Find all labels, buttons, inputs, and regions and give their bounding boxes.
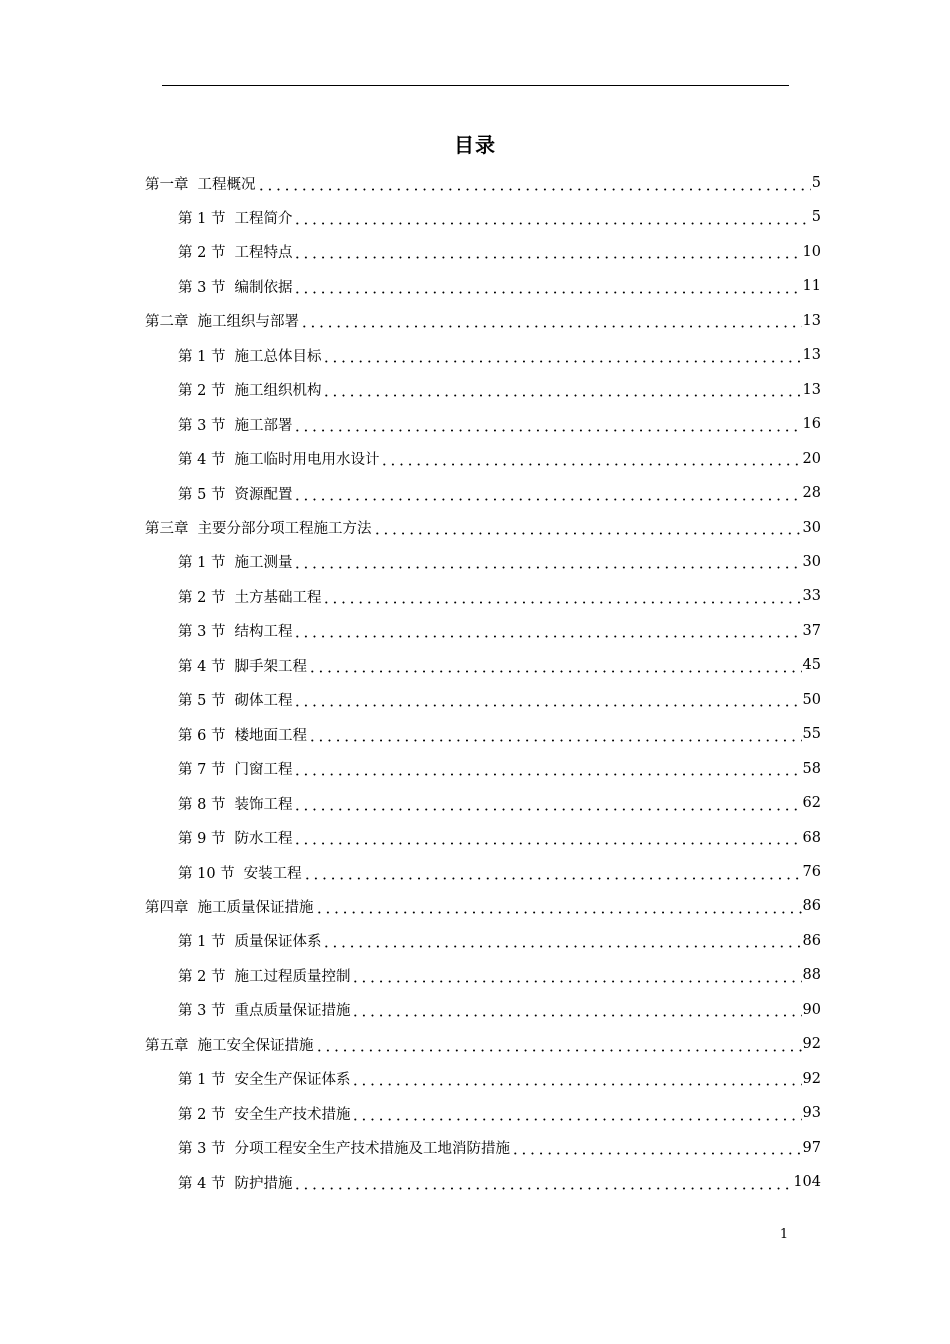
toc-entry-page: 5 — [811, 175, 821, 191]
toc-entry-label — [178, 689, 292, 710]
toc-entry-page: 86 — [802, 898, 821, 915]
toc-dot-leader — [293, 842, 801, 845]
toc-entry-page: 33 — [802, 588, 821, 605]
toc-entry-label — [178, 655, 307, 676]
toc-dot-leader — [293, 773, 801, 776]
toc-entry-page: 88 — [802, 967, 821, 984]
toc-entry-page: 62 — [802, 795, 821, 812]
toc-entry-title: 施工临时用电用水设计 — [234, 452, 380, 469]
toc-entry-label — [178, 241, 292, 262]
toc-dot-leader — [257, 188, 811, 191]
toc-entry-label — [145, 310, 299, 331]
toc-entry-number: 第 2 节 — [178, 245, 226, 262]
toc-entry-label — [178, 207, 292, 228]
toc-entry-number: 第 1 节 — [178, 934, 226, 951]
toc-entry-title: 防护措施 — [234, 1175, 293, 1192]
toc-entry-title: 质量保证体系 — [234, 934, 322, 951]
toc-entry-label — [178, 930, 321, 951]
toc-entry-label — [178, 724, 307, 745]
toc-entry-title: 施工过程质量控制 — [234, 968, 351, 985]
toc-entry-label — [178, 586, 321, 607]
toc-entry-title: 主要分部分项工程施工方法 — [197, 521, 372, 537]
toc-entry-title: 施工质量保证措施 — [197, 899, 314, 916]
toc-dot-leader — [308, 670, 802, 673]
toc-entry-title: 安全生产保证体系 — [234, 1072, 351, 1089]
toc-entry-label — [178, 1068, 350, 1089]
toc-entry-page: 50 — [802, 691, 821, 708]
toc-section-entry[interactable] — [178, 821, 821, 855]
toc-entry-title: 工程简介 — [234, 210, 293, 227]
toc-entry-page: 16 — [802, 416, 821, 433]
toc-dot-leader — [373, 532, 802, 535]
toc-entry-number: 第 3 节 — [178, 417, 226, 434]
toc-dot-leader — [315, 1049, 802, 1052]
toc-section-entry[interactable] — [178, 338, 821, 372]
toc-entry-title: 门窗工程 — [234, 762, 293, 779]
toc-entry-number: 第 8 节 — [178, 796, 226, 813]
toc-section-entry[interactable] — [178, 235, 821, 269]
toc-dot-leader — [308, 739, 802, 742]
toc-section-entry[interactable] — [178, 1131, 821, 1165]
toc-entry-page: 92 — [802, 1070, 821, 1087]
toc-entry-title: 施工部署 — [234, 417, 293, 434]
toc-entry-title: 脚手架工程 — [234, 658, 307, 675]
toc-entry-page: 37 — [802, 622, 821, 639]
toc-section-entry[interactable] — [178, 200, 821, 234]
toc-entry-number: 第 3 节 — [178, 279, 226, 296]
toc-entry-page: 5 — [811, 209, 821, 226]
toc-entry-title: 防水工程 — [234, 831, 293, 848]
toc-entry-label — [145, 1034, 314, 1055]
toc-entry-page: 13 — [802, 381, 821, 398]
toc-entry-number: 第 2 节 — [178, 383, 226, 400]
toc-section-entry[interactable] — [178, 683, 821, 717]
toc-dot-leader — [293, 498, 801, 501]
toc-section-entry[interactable] — [178, 269, 821, 303]
toc-section-entry[interactable] — [178, 373, 821, 407]
toc-section-entry[interactable] — [178, 1165, 821, 1199]
toc-entry-title: 工程概况 — [197, 176, 256, 193]
toc-dot-leader — [351, 1083, 801, 1086]
toc-section-entry[interactable] — [178, 717, 821, 751]
toc-entry-page: 90 — [802, 1001, 821, 1018]
toc-entry-number: 第 7 节 — [178, 762, 226, 779]
toc-entry-title: 施工组织机构 — [234, 383, 322, 400]
toc-entry-number: 第 4 节 — [178, 452, 226, 469]
toc-chapter-entry[interactable] — [145, 889, 821, 923]
toc-entry-number: 第 5 节 — [178, 693, 226, 710]
toc-entry-title: 资源配置 — [234, 486, 293, 503]
toc-dot-leader — [293, 291, 801, 294]
toc-section-entry[interactable] — [178, 614, 821, 648]
toc-entry-title: 施工总体目标 — [234, 348, 322, 365]
toc-chapter-entry[interactable] — [145, 511, 821, 545]
toc-entry-label — [145, 896, 314, 917]
toc-dot-leader — [511, 1152, 802, 1155]
toc-entry-page: 11 — [802, 278, 821, 295]
toc-entry-number: 第 2 节 — [178, 589, 226, 606]
toc-dot-leader — [322, 601, 801, 604]
toc-dot-leader — [351, 1118, 801, 1121]
toc-entry-title: 编制依据 — [234, 279, 293, 296]
toc-entry-page: 93 — [802, 1105, 821, 1122]
toc-section-entry[interactable] — [178, 993, 821, 1027]
toc-section-entry[interactable] — [178, 752, 821, 786]
toc-entry-page: 13 — [802, 312, 821, 329]
toc-dot-leader — [380, 463, 801, 466]
toc-entry-number: 第 2 节 — [178, 968, 226, 985]
toc-entry-number: 第五章 — [145, 1037, 189, 1054]
toc-entry-label — [178, 999, 350, 1020]
toc-section-entry[interactable] — [178, 786, 821, 820]
toc-entry-number: 第 4 节 — [178, 658, 226, 675]
toc-entry-page: 45 — [802, 657, 821, 674]
header-rule — [162, 85, 789, 86]
toc-section-entry[interactable] — [178, 958, 821, 992]
toc-chapter-entry[interactable] — [145, 304, 821, 338]
toc-dot-leader — [322, 394, 801, 397]
toc-dot-leader — [293, 635, 801, 638]
toc-entry-number: 第 3 节 — [178, 624, 226, 641]
toc-entry-label — [178, 793, 292, 814]
toc-dot-leader — [293, 566, 801, 569]
toc-entry-page: 20 — [802, 450, 821, 467]
toc-entry-title: 装饰工程 — [234, 796, 293, 813]
toc-entry-number: 第 4 节 — [178, 1175, 226, 1192]
toc-dot-leader — [315, 911, 802, 914]
toc-section-entry[interactable] — [178, 1062, 821, 1096]
toc-chapter-entry[interactable] — [145, 1027, 821, 1061]
toc-entry-label — [178, 1172, 292, 1193]
toc-entry-page: 68 — [802, 829, 821, 846]
toc-entry-number: 第一章 — [145, 176, 189, 193]
toc-entry-number: 第 1 节 — [178, 210, 226, 227]
toc-section-entry[interactable] — [178, 442, 821, 476]
toc-entry-number: 第 9 节 — [178, 831, 226, 848]
toc-entry-title: 分项工程安全生产技术措施及工地消防措施 — [234, 1141, 510, 1158]
toc-entry-label — [178, 758, 292, 779]
toc-entry-page: 58 — [802, 760, 821, 777]
toc-entry-page: 76 — [802, 864, 821, 880]
toc-entry-label — [178, 1137, 510, 1158]
toc-dot-leader — [303, 877, 802, 880]
toc-dot-leader — [351, 980, 801, 983]
toc-entry-label — [178, 483, 292, 504]
page-number: 1 — [779, 1227, 789, 1242]
toc-entry-page: 28 — [802, 485, 821, 502]
toc-entry-title: 砌体工程 — [234, 693, 293, 710]
toc-section-entry[interactable] — [178, 648, 821, 682]
toc-entry-label — [178, 379, 321, 400]
toc-entry-page: 30 — [802, 553, 821, 570]
toc-entry-label — [178, 620, 292, 641]
toc-entry-title: 施工组织与部署 — [197, 314, 299, 331]
toc-entry-number: 第三章 — [145, 521, 189, 537]
toc-entry-title: 施工安全保证措施 — [197, 1037, 314, 1054]
toc-entry-label — [178, 965, 350, 986]
toc-entry-label — [178, 448, 379, 469]
toc-entry-label — [178, 551, 292, 572]
toc-entry-label — [178, 276, 292, 297]
toc-entry-number: 第 6 节 — [178, 727, 226, 744]
toc-section-entry[interactable] — [178, 855, 821, 889]
toc-entry-page: 30 — [802, 519, 821, 536]
toc-entry-page: 10 — [802, 243, 821, 260]
toc-entry-label — [145, 173, 256, 194]
toc-entry-label — [145, 517, 372, 538]
toc-section-entry[interactable] — [178, 579, 821, 613]
toc-entry-number: 第 5 节 — [178, 486, 226, 503]
toc-entry-title: 工程特点 — [234, 245, 293, 262]
toc-entry-label — [178, 1103, 350, 1124]
toc-entry-title: 土方基础工程 — [234, 589, 322, 606]
toc-entry-number: 第 3 节 — [178, 1003, 226, 1020]
toc-entry-label — [178, 414, 292, 435]
toc-dot-leader — [300, 325, 802, 328]
toc-entry-title: 楼地面工程 — [234, 727, 307, 744]
toc-dot-leader — [293, 1187, 792, 1190]
toc-entry-label — [178, 827, 292, 848]
toc-entry-page: 92 — [802, 1036, 821, 1053]
toc-entry-label — [178, 345, 321, 366]
toc-entry-label — [178, 862, 302, 883]
toc-dot-leader — [293, 256, 801, 259]
toc-entry-title: 安装工程 — [243, 865, 302, 882]
toc-entry-number: 第 1 节 — [178, 348, 226, 365]
toc-entry-page: 55 — [802, 726, 821, 743]
toc-section-entry[interactable] — [178, 407, 821, 441]
toc-dot-leader — [351, 1014, 801, 1017]
toc-entry-page: 97 — [802, 1139, 821, 1156]
toc-entry-page: 104 — [793, 1174, 821, 1191]
toc-dot-leader — [322, 945, 801, 948]
toc-entry-number: 第二章 — [145, 314, 189, 331]
toc-dot-leader — [293, 429, 801, 432]
toc-entry-title: 结构工程 — [234, 624, 293, 641]
toc-entry-page: 13 — [802, 347, 821, 364]
toc-entry-number: 第 1 节 — [178, 555, 226, 572]
toc-entry-title: 施工测量 — [234, 555, 293, 572]
toc-entry-title: 重点质量保证措施 — [234, 1003, 351, 1020]
toc-section-entry[interactable] — [178, 476, 821, 510]
toc-title: 目录 — [454, 133, 496, 157]
toc-entry-number: 第 1 节 — [178, 1072, 226, 1089]
toc-dot-leader — [322, 360, 801, 363]
toc-entry-page: 86 — [802, 932, 821, 949]
toc-dot-leader — [293, 808, 801, 811]
toc-dot-leader — [293, 704, 801, 707]
toc-section-entry[interactable] — [178, 1096, 821, 1130]
toc-entry-number: 第 3 节 — [178, 1141, 226, 1158]
toc-entry-number: 第四章 — [145, 899, 189, 916]
toc-entry-number: 第 10 节 — [178, 865, 235, 882]
toc-section-entry[interactable] — [178, 545, 821, 579]
toc-dot-leader — [293, 222, 810, 225]
toc-entry-number: 第 2 节 — [178, 1106, 226, 1123]
toc-chapter-entry[interactable] — [145, 166, 821, 200]
toc-entry-title: 安全生产技术措施 — [234, 1106, 351, 1123]
toc-section-entry[interactable] — [178, 924, 821, 958]
